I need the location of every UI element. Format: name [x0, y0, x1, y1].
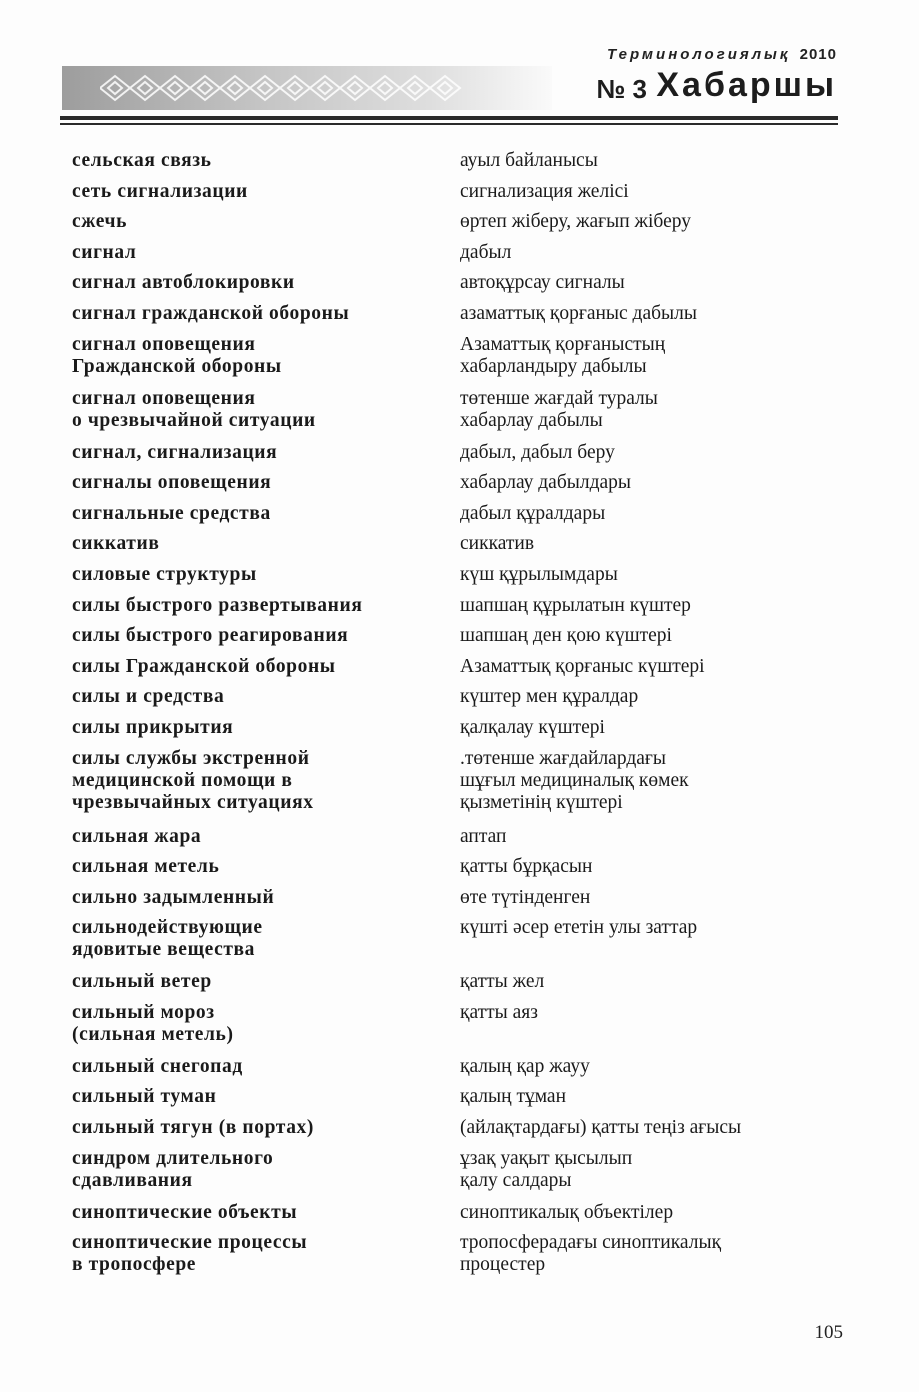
glossary-entry — [72, 533, 852, 564]
term-ru: сильный ветер — [72, 971, 212, 993]
glossary-entry — [72, 272, 852, 303]
translation-kk: аптап — [460, 825, 507, 847]
glossary-entry — [72, 917, 852, 971]
page-number: 105 — [814, 1322, 843, 1343]
glossary-entry — [72, 242, 852, 273]
glossary-entry — [72, 1148, 852, 1202]
translation-kk: қалың қар жауу — [460, 1055, 590, 1077]
glossary-entry — [72, 211, 852, 242]
term-ru: сигнал оповещения о чрезвычайной ситуации — [72, 387, 316, 431]
translation-kk: төтенше жағдай туралы хабарлау дабылы — [460, 387, 658, 431]
translation-kk: хабарлау дабылдары — [460, 472, 631, 494]
translation-kk: ұзақ уақыт қысылып қалу салдары — [460, 1147, 633, 1191]
glossary-entry — [72, 595, 852, 626]
glossary-entry — [72, 442, 852, 473]
glossary-entry — [72, 1056, 852, 1087]
journal-subtitle-text: Терминологиялық — [607, 46, 791, 63]
glossary-list — [72, 150, 852, 1286]
translation-kk: Азаматтық қорғаныстың хабарландыру дабылы — [460, 333, 666, 377]
term-ru: сильная метель — [72, 856, 220, 878]
glossary-entry — [72, 1117, 852, 1148]
term-ru: сигнал автоблокировки — [72, 272, 295, 294]
translation-kk: қалқалау күштері — [460, 716, 605, 738]
header-rule-thin — [60, 123, 838, 125]
translation-kk: тропосферадағы синоптикалық процестер — [460, 1232, 722, 1276]
translation-kk: сигнализация желісі — [460, 180, 629, 202]
term-ru: сигнал оповещения Гражданской обороны — [72, 333, 282, 377]
term-ru: силы и средства — [72, 686, 225, 708]
ornament-pattern — [100, 70, 470, 106]
glossary-entry — [72, 856, 852, 887]
journal-title: Хабаршы — [656, 66, 837, 104]
glossary-entry — [72, 656, 852, 687]
translation-kk: сиккатив — [460, 533, 535, 555]
translation-kk: шапшаң ден қою күштері — [460, 625, 672, 647]
translation-kk: қалың тұман — [460, 1086, 567, 1108]
translation-kk: өртеп жіберу, жағып жіберу — [460, 211, 691, 233]
term-ru: сельская связь — [72, 150, 212, 171]
term-ru: сильнодействующие ядовитые вещества — [72, 917, 263, 961]
term-ru: силы быстрого развертывания — [72, 594, 363, 616]
term-ru: синдром длительного сдавливания — [72, 1147, 274, 1191]
translation-kk: синоптикалық объектілер — [460, 1201, 674, 1223]
translation-kk: шапшаң құрылатын күштер — [460, 594, 691, 616]
translation-kk: азаматтық қорғаныс дабылы — [460, 302, 697, 324]
journal-subtitle — [607, 46, 837, 63]
term-ru: сигнал — [72, 241, 137, 263]
translation-kk: Азаматтық қорғаныс күштері — [460, 655, 705, 677]
glossary-entry — [72, 826, 852, 857]
term-ru: сигнальные средства — [72, 502, 271, 524]
glossary-entry — [72, 971, 852, 1002]
translation-kk: қатты бұрқасын — [460, 856, 593, 878]
term-ru: сжечь — [72, 211, 128, 233]
glossary-entry — [72, 717, 852, 748]
term-ru: сильно задымленный — [72, 886, 275, 908]
journal-year: 2010 — [799, 46, 837, 63]
term-ru: сильный мороз (сильная метель) — [72, 1001, 234, 1045]
glossary-entry — [72, 686, 852, 717]
translation-kk: (айлақтардағы) қатты теңіз ағысы — [460, 1117, 742, 1139]
translation-kk: күшті әсер ететін улы заттар — [460, 917, 698, 939]
term-ru: сигнал гражданской обороны — [72, 302, 350, 324]
translation-kk: автоқұрсау сигналы — [460, 272, 625, 294]
term-ru: сильный снегопад — [72, 1055, 243, 1077]
term-ru: сильная жара — [72, 825, 202, 847]
glossary-entry — [72, 388, 852, 442]
glossary-entry — [72, 748, 852, 826]
glossary-entry — [72, 625, 852, 656]
translation-kk: қатты жел — [460, 971, 545, 993]
glossary-entry — [72, 303, 852, 334]
term-ru: силы Гражданской обороны — [72, 655, 336, 677]
translation-kk: өте түтінденген — [460, 886, 591, 908]
term-ru: сигналы оповещения — [72, 472, 272, 494]
term-ru: синоптические процессы в тропосфере — [72, 1232, 308, 1276]
term-ru: силы службы экстренной медицинской помощи в чрезвычайных ситуациях — [72, 747, 314, 813]
glossary-entry — [72, 887, 852, 918]
glossary-entry — [72, 503, 852, 534]
header-rule-thick — [60, 116, 838, 120]
term-ru: сеть сигнализации — [72, 180, 248, 202]
issue-number: № 3 — [596, 74, 647, 104]
translation-kk: дабыл — [460, 241, 512, 263]
glossary-entry — [72, 1202, 852, 1233]
glossary-entry — [72, 181, 852, 212]
translation-kk: дабыл құралдары — [460, 502, 606, 524]
glossary-entry — [72, 1086, 852, 1117]
translation-kk: күштер мен құралдар — [460, 686, 639, 708]
term-ru: сигнал, сигнализация — [72, 441, 278, 463]
term-ru: сильный туман — [72, 1086, 217, 1108]
term-ru: силы прикрытия — [72, 716, 234, 738]
translation-kk: ауыл байланысы — [460, 150, 598, 171]
glossary-entry — [72, 564, 852, 595]
term-ru: силы быстрого реагирования — [72, 625, 349, 647]
glossary-entry — [72, 1002, 852, 1056]
glossary-entry — [72, 1232, 852, 1286]
glossary-entry — [72, 472, 852, 503]
term-ru: сильный тягун (в портах) — [72, 1117, 314, 1139]
glossary-entry — [72, 334, 852, 388]
translation-kk: қатты аяз — [460, 1001, 538, 1023]
term-ru: синоптические объекты — [72, 1201, 298, 1223]
translation-kk: .төтенше жағдайлардағы шұғыл медициналық көмек қызметінің күштері — [460, 747, 689, 813]
glossary-entry — [72, 150, 852, 181]
translation-kk: күш құрылымдары — [460, 563, 618, 585]
term-ru: сиккатив — [72, 533, 160, 555]
translation-kk: дабыл, дабыл беру — [460, 441, 615, 463]
term-ru: силовые структуры — [72, 563, 257, 585]
